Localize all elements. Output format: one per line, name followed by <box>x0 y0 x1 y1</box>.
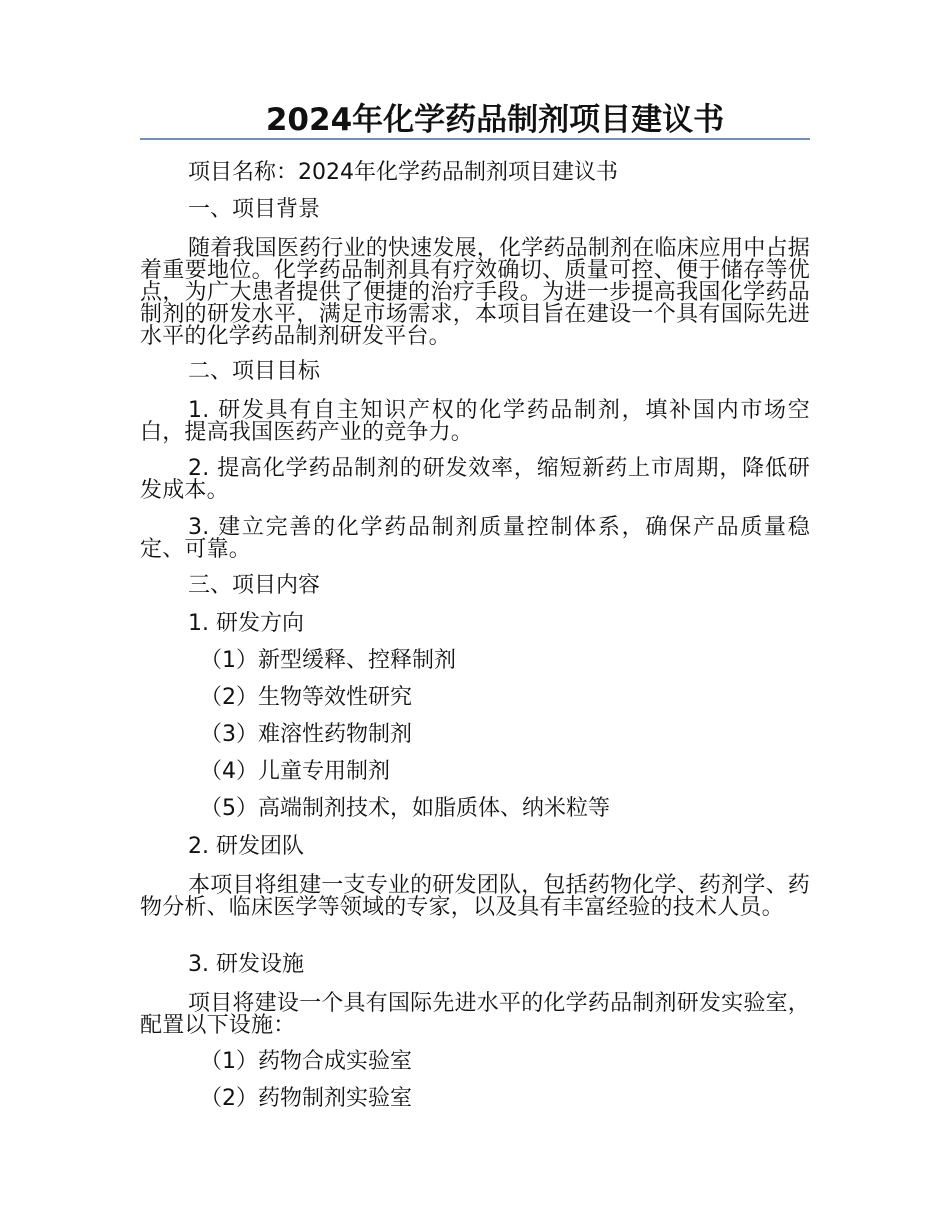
direction-item: （1）新型缓释、控释制剂 <box>200 648 456 673</box>
facility-item: （2）药物制剂实验室 <box>200 1086 412 1111</box>
direction-item: （5）高端制剂技术，如脂质体、纳米粒等 <box>200 796 610 821</box>
direction-heading: 1. 研发方向 <box>188 611 304 636</box>
facility-item: （1）药物合成实验室 <box>200 1049 412 1074</box>
background-heading: 一、项目背景 <box>188 197 321 222</box>
title-underline <box>140 138 810 140</box>
facility-heading: 3. 研发设施 <box>188 952 304 977</box>
direction-item: （2）生物等效性研究 <box>200 685 412 710</box>
document-title: 2024年化学药品制剂项目建议书 <box>265 102 725 138</box>
direction-item: （3）难溶性药物制剂 <box>200 722 412 747</box>
background-paragraph: 随着我国医药行业的快速发展，化学药品制剂在临床应用中占据着重要地位。化学药品制剂具有疗效确切、质量可控、便于储存等优点，为广大患者提供了便捷的治疗手段。为进一步提高我国化学药品制剂的研发水平，满足市场需求，本项目旨在建设一个具有国际先进水平的化学药品制剂研发平台。 <box>140 236 810 349</box>
facility-paragraph: 项目将建设一个具有国际先进水平的化学药品制剂研发实验室，配置以下设施： <box>140 991 810 1038</box>
content-heading: 三、项目内容 <box>188 573 321 598</box>
goal-item-2: 2. 提高化学药品制剂的研发效率，缩短新药上市周期，降低研发成本。 <box>140 456 810 503</box>
team-paragraph: 本项目将组建一支专业的研发团队，包括药物化学、药剂学、药物分析、临床医学等领域的专家，以及具有丰富经验的技术人员。 <box>140 873 810 920</box>
team-heading: 2. 研发团队 <box>188 834 304 859</box>
direction-item: （4）儿童专用制剂 <box>200 759 390 784</box>
project-name: 项目名称：2024年化学药品制剂项目建议书 <box>188 160 618 185</box>
goal-item-1: 1. 研发具有自主知识产权的化学药品制剂，填补国内市场空白，提高我国医药产业的竞争力。 <box>140 398 810 445</box>
goals-heading: 二、项目目标 <box>188 359 321 384</box>
goal-item-3: 3. 建立完善的化学药品制剂质量控制体系，确保产品质量稳定、可靠。 <box>140 515 810 562</box>
